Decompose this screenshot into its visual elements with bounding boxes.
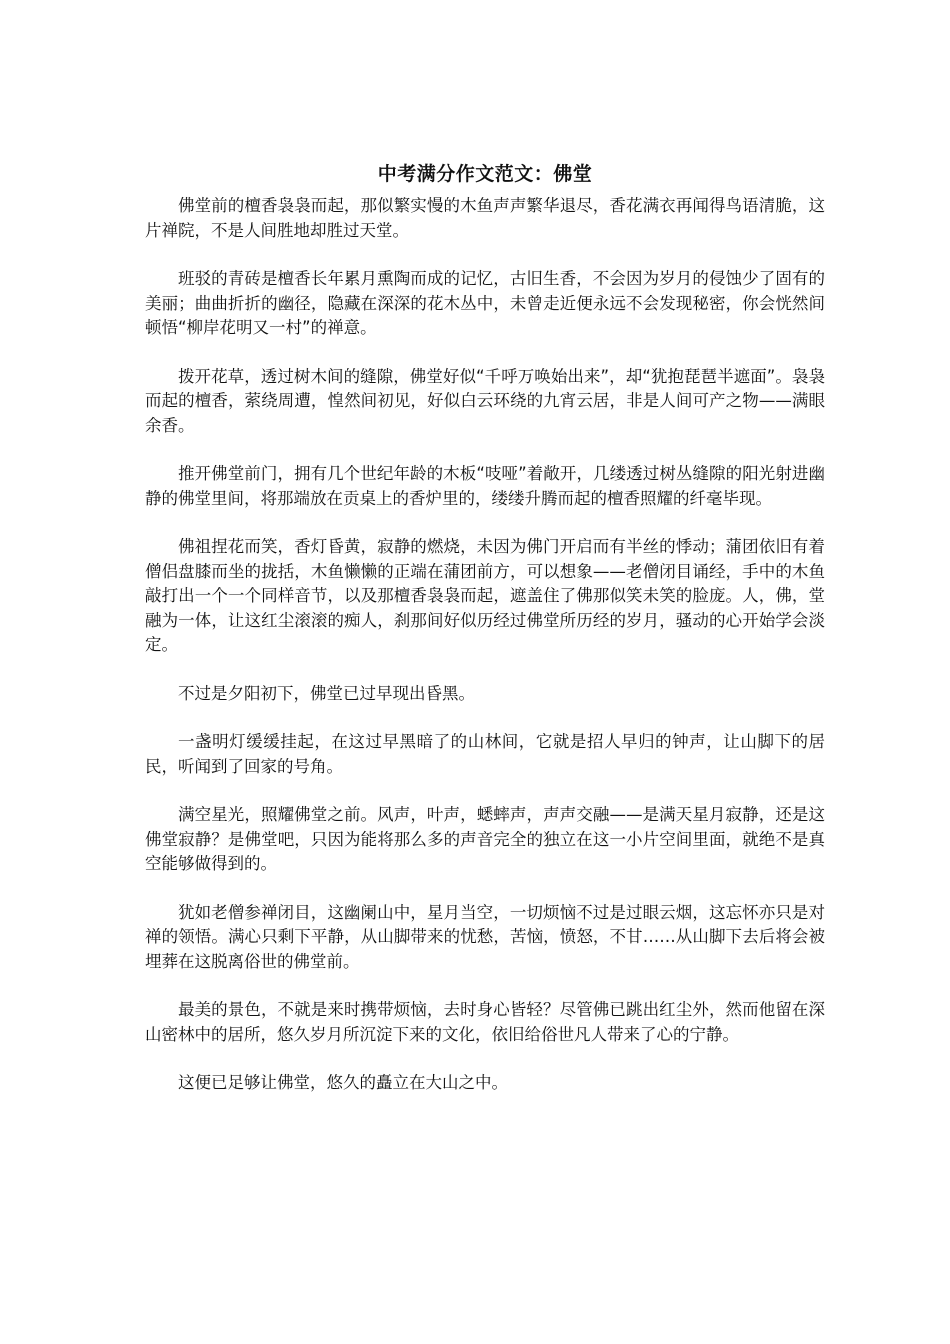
paragraph-4: 推开佛堂前门，拥有几个世纪年龄的木板“吱哑”着敞开，几缕透过树丛缝隙的阳光射进幽静的佛堂里间，将那端放在贡桌上的香炉里的，缕缕升腾而起的檀香照耀的纤毫毕现。 (145, 464, 825, 508)
paragraph-10: 最美的景色，不就是来时携带烦恼，去时身心皆轻？尽管佛已跳出红尘外，然而他留在深山密林中的居所，悠久岁月所沉淀下来的文化，依旧给俗世凡人带来了心的宁静。 (145, 1000, 825, 1044)
document-title: 中考满分作文范文：佛堂 (377, 163, 593, 185)
paragraph-9: 犹如老僧参禅闭目，这幽阑山中，星月当空，一切烦恼不过是过眼云烟，这忘怀亦只是对禅的领悟。满心只剩下平静，从山脚带来的忧愁，苦恼，愤怒，不甘……从山脚下去后将会被埋葬在这脱离俗世的佛堂前。 (145, 902, 825, 971)
paragraph-8: 满空星光，照耀佛堂之前。风声，叶声，蟋蟀声，声声交融——是满天星月寂静，还是这佛堂寂静？是佛堂吧，只因为能将那么多的声音完全的独立在这一小片空间里面，就绝不是真空能够做得到的。 (145, 805, 825, 873)
paragraph-11: 这便已足够让佛堂，悠久的矗立在大山之中。 (178, 1073, 508, 1092)
paragraph-6: 不过是夕阳初下，佛堂已过早现出昏黑。 (178, 683, 475, 703)
paragraph-5: 佛祖捏花而笑，香灯昏黄，寂静的燃烧，未因为佛门开启而有半丝的悸动；蒲团依旧有着僧侣盘膝而坐的拢括，木鱼懒懒的正端在蒲团前方，可以想象——老僧闭目诵经，手中的木鱼敲打出一个一个同样音节，以及那檀香袅袅而起，遮盖住了佛那似笑未笑的脸庞。人，佛，堂融为一体，让这红尘滚滚的痴人，刹那间好似历经过佛堂所历经的岁月，骚动的心开始学会淡定。 (145, 537, 825, 654)
paragraph-1: 佛堂前的檀香袅袅而起，那似繁实慢的木鱼声声繁华退尽，香花满衣再闻得鸟语清脆，这片禅院，不是人间胜地却胜过天堂。 (145, 196, 825, 240)
paragraph-3: 拨开花草，透过树木间的缝隙，佛堂好似“千呼万唤始出来”，却“犹抱琵琶半遮面”。袅袅而起的檀香，萦绕周遭，惶然间初见，好似白云环绕的九宵云居，非是人间可产之物——满眼余香。 (145, 366, 825, 435)
document-page (145, 160, 825, 1120)
paragraph-7: 一盏明灯缓缓挂起，在这过早黑暗了的山林间，它就是招人早归的钟声，让山脚下的居民，听闻到了回家的号角。 (145, 732, 825, 776)
paragraph-2: 班驳的青砖是檀香长年累月熏陶而成的记忆，古旧生香，不会因为岁月的侵蚀少了固有的美丽；曲曲折折的幽径，隐藏在深深的花木丛中，未曾走近便永远不会发现秘密，你会恍然间顿悟“柳岸花明又一村”的禅意。 (145, 269, 825, 337)
